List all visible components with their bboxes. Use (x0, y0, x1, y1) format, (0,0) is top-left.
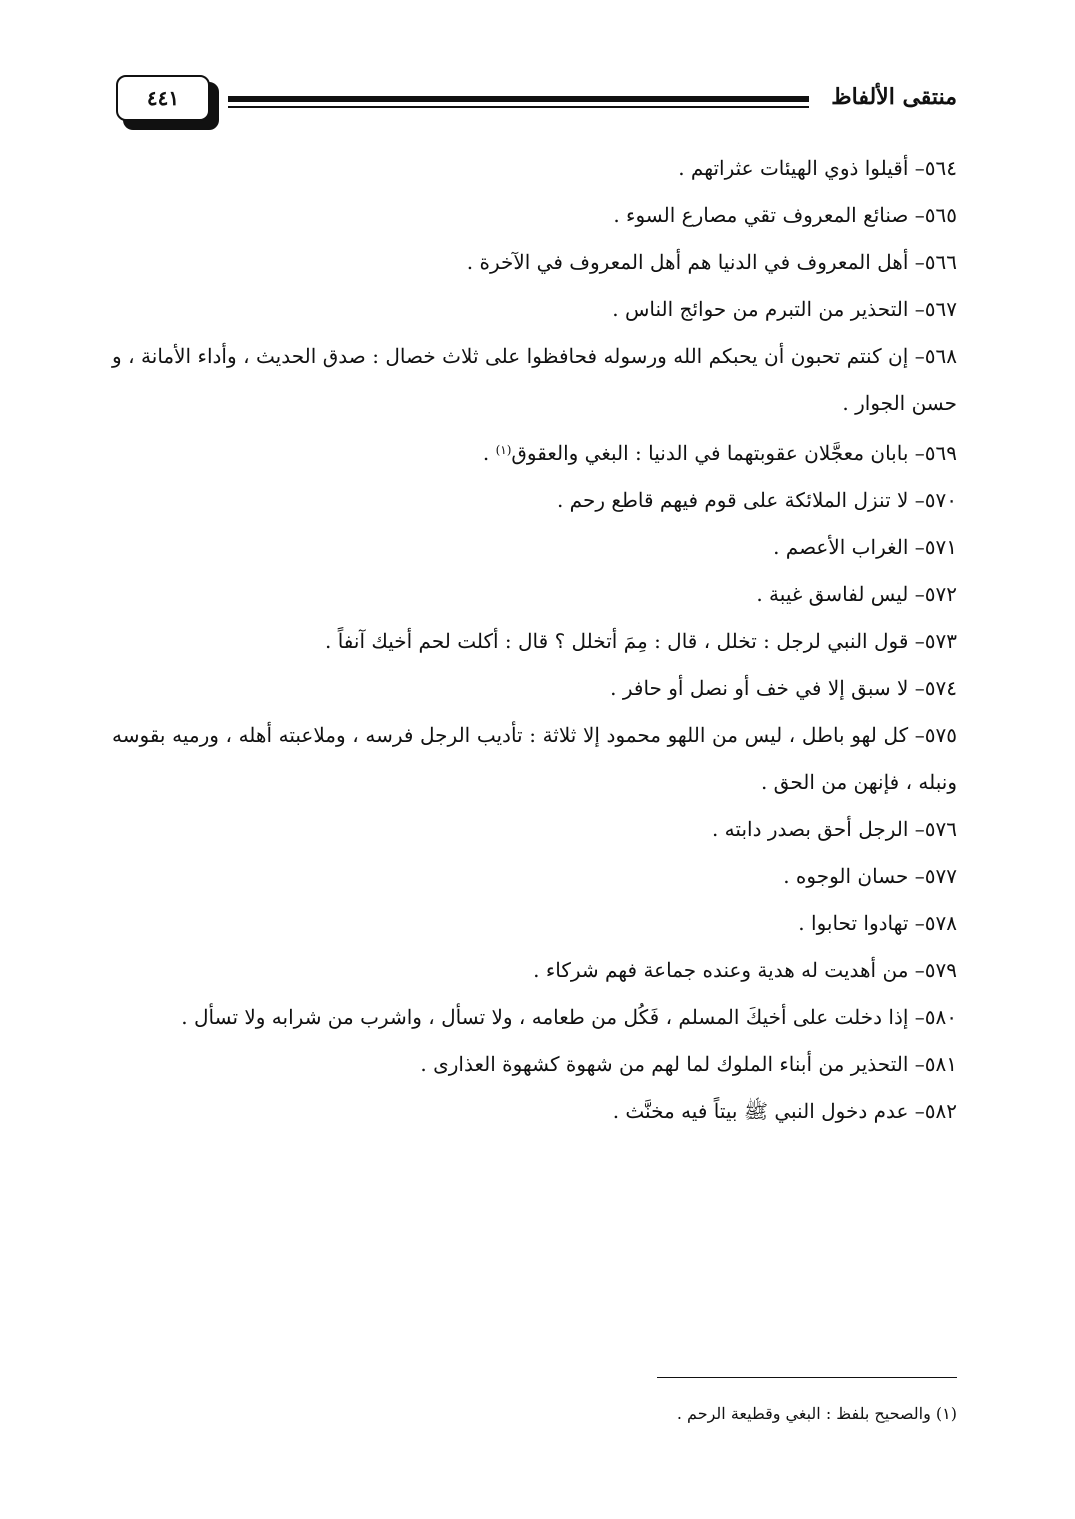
entry-573: ٥٧٣– قول النبي لرجل : تخلل ، قال : مِمَ أتخلل ؟ قال : أكلت لحم أخيك آنفاً . (324, 629, 957, 653)
running-header-title: منتقى الألفاظ (831, 84, 957, 110)
entry-577: ٥٧٧– حسان الوجوه . (783, 864, 957, 888)
entry-576: ٥٧٦– الرجل أحق بصدر دابته . (711, 817, 957, 841)
entry-568: ٥٦٨– إن كنتم تحبون أن يحبكم الله ورسوله فحافظوا على ثلاث خصال : صدق الحديث ، وأداء الأمانة ، و حسن الجوار . (112, 344, 958, 415)
entry-578: ٥٧٨– تهادوا تحابوا . (798, 911, 957, 935)
entry-575: ٥٧٥– كل لهو باطل ، ليس من اللهو محمود إلا ثلاثة : تأديب الرجل فرسه ، وملاعبته أهله ، ورميه بقوسه ونبله ، فإنهن من الحق . (112, 723, 957, 794)
entry-569: ٥٦٩– بابان معجَّلان عقوبتهما في الدنيا : البغي والعقوق$^{(١)}$ . (482, 441, 957, 465)
entry-566: ٥٦٦– أهل المعروف في الدنيا هم أهل المعروف في الآخرة . (466, 250, 957, 274)
header-rule-thin (228, 106, 809, 108)
entry-570: ٥٧٠– لا تنزل الملائكة على قوم فيهم قاطع رحم . (556, 488, 957, 512)
entry-581: ٥٨١– التحذير من أبناء الملوك لما لهم من شهوة كشهوة العذارى . (420, 1052, 957, 1076)
entry-567: ٥٦٧– التحذير من التبرم من حوائج الناس . (612, 297, 957, 321)
header-rule (228, 96, 809, 113)
entry-564: ٥٦٤– أقيلوا ذوي الهيئات عثراتهم . (678, 156, 957, 180)
page-number-badge (116, 75, 216, 127)
entries-list (112, 145, 957, 1135)
footnote-separator (657, 1377, 957, 1378)
entry-571: ٥٧١– الغراب الأعصم . (773, 535, 957, 559)
entry-572: ٥٧٢– ليس لفاسق غيبة . (756, 582, 957, 606)
entry-580: ٥٨٠– إذا دخلت على أخيكَ المسلم ، فَكُل من طعامه ، ولا تسأل ، واشرب من شرابه ولا تسأل . (181, 1005, 957, 1029)
header-rule-thick (228, 96, 809, 102)
entry-574: ٥٧٤– لا سبق إلا في خف أو نصل أو حافر . (610, 676, 957, 700)
footnote: (١) والصحيح بلفظ : البغي وقطيعة الرحم . (676, 1404, 957, 1423)
page-number: ٤٤١ (116, 75, 210, 121)
footnote-ref: (١) (495, 443, 512, 457)
entry-565: ٥٦٥– صنائع المعروف تقي مصارع السوء . (613, 203, 957, 227)
entry-579: ٥٧٩– من أهديت له هدية وعنده جماعة فهم شركاء . (533, 958, 957, 982)
entry-582: ٥٨٢– عدم دخول النبي ﷺ بيتاً فيه مخنَّث . (612, 1099, 957, 1123)
